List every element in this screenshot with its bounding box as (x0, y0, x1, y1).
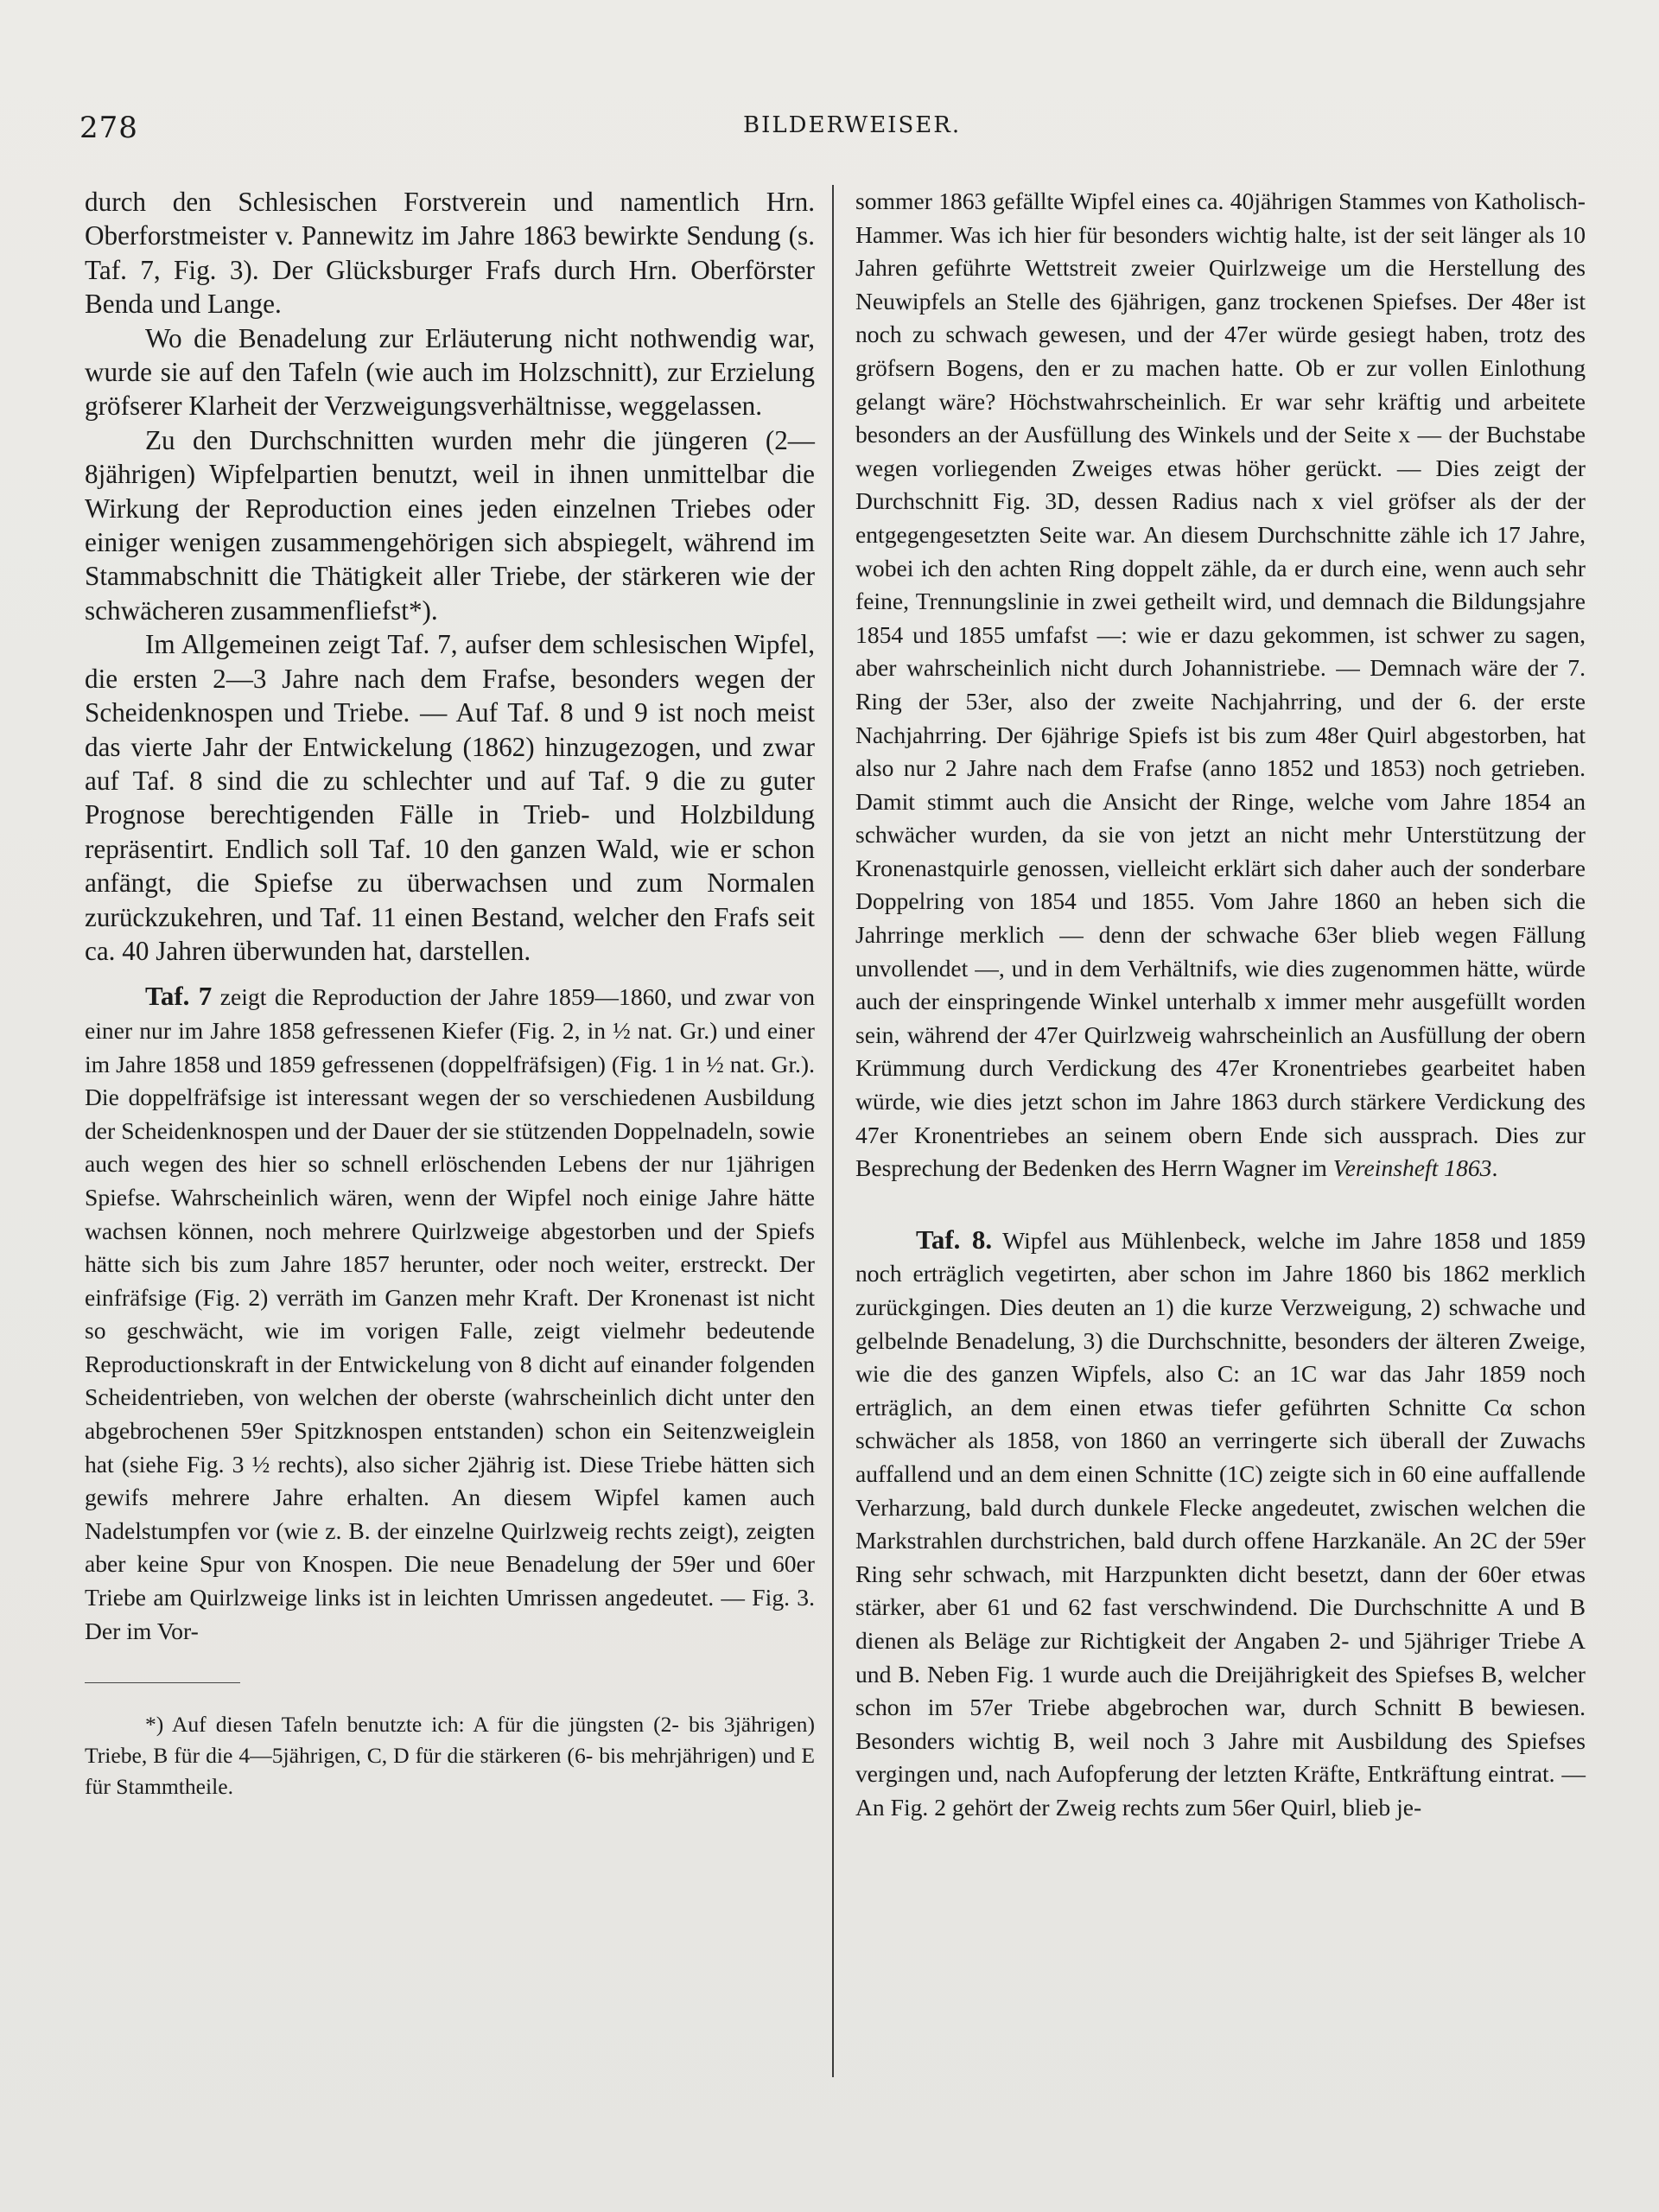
citation-period: . (1491, 1154, 1498, 1182)
paragraph-gap (855, 1185, 1586, 1224)
paragraph-benadelung: Wo die Benadelung zur Erläuterung nicht nothwendig war, wurde sie auf den Tafeln (wie auch im Holzschnitt), zur Erzielung gröfserer Klarheit der Verzweigungsverhältnisse, weggelassen. (85, 322, 815, 422)
paragraph-sendung: durch den Schlesischen Forstverein und namentlich Hrn. Oberforstmeister v. Pannewitz im Jahre 1863 bewirkte Sendung (s. Taf. 7, Fig. 3). Der Glücksburger Frafs durch Hrn. Oberförster Benda und Lange. (85, 187, 815, 320)
footnote: *) Auf diesen Tafeln benutzte ich: A für die jüngsten (2- bis 3jährigen) Triebe, B für die 4—5jährigen, C, D für die stärkeren (6- bis mehrjährigen) und E für Stammtheile. (85, 1712, 815, 1800)
column-divider (832, 185, 834, 2077)
left-column (85, 185, 815, 1802)
footnote-rule (85, 1682, 240, 1683)
paragraph-taf-8 (855, 1224, 1586, 1825)
taf-8-text: Wipfel aus Mühlenbeck, welche im Jahre 1858 und 1859 noch erträglich vegetirten, aber schon im Jahre 1860 bis 1862 merklich zurückgingen. Dies deuten an 1) die kurze Verzweigung, 2) schwache und gelbelnde Benadelung, 3) die Durchschnitte, besonders der älteren Zweige, wie die des ganzen Wipfels, also C: an 1C war das Jahr 1859 noch erträglich, an dem einen etwas tiefer geführten Schnitte Cα schon schwächer als 1858, von 1860 an verringerte sich überall der Zuwachs auffallend und an dem einen Schnitte (1C) zeigte sich in 60 eine auffallende Verharzung, bald durch dunkele Flecke angedeutet, zwischen welchen die Markstrahlen durchstrichen, bald durch offene Harzkanäle. An 2C der 59er Ring sehr schwach, mit Harzpunkten dicht besetzt, dann der 60er etwas stärker, aber 61 und 62 fast verschwindend. Die Durchschnitte A und B dienen als Beläge zur Richtigkeit der Angaben 2- und 5jähriger Triebe A und B. Neben Fig. 1 wurde auch die Dreijährigkeit des Spiefses B, welcher schon im 57er Triebe abgebrochen war, durch Schnitt B bewiesen. Besonders wichtig B, weil noch 3 Jahre mit Ausbildung des Spiefses vergingen und, nach Aufopferung der letzten Kräfte, Entkräftung eintrat. — An Fig. 2 gehört der Zweig rechts zum 56er Quirl, blieb je- (855, 1226, 1586, 1821)
taf-7-continued-text: sommer 1863 gefällte Wipfel eines ca. 40jährigen Stammes von Katholisch-Hammer. Was ich hier für besonders wichtig halte, ist der seit länger als 10 Jahren geführte Wettstreit zweier Quirlzweige um die Herstellung des Neuwipfels an Stelle des 6jährigen, ganz trockenen Spiefses. Der 48er ist noch zu schwach gewesen, und der 47er würde gesiegt haben, trotz des gröfsern Bogens, den er zu machen hatte. Ob er zur vollen Einlothung gelangt wäre? Höchstwahrscheinlich. Er war sehr kräftig und arbeitete besonders an der Ausfüllung des Winkels und der Seite x — der Buchstabe wegen vorliegenden Zweiges etwas höher gerückt. — Dies zeigt der Durchschnitt Fig. 3D, dessen Radius nach x viel gröfser als der der entgegengesetzten Seite war. An diesem Durchschnitte zähle ich 17 Jahre, wobei ich den achten Ring doppelt zähle, da er durch eine, wenn auch sehr feine, Trennungslinie in zwei getheilt wird, und demnach die Bildungsjahre 1854 und 1855 umfafst —: wie er dazu gekommen, ist schwer zu sagen, aber wahrscheinlich nicht durch Johannistriebe. — Demnach wäre der 7. Ring der 53er, also der zweite Nachjahrring, und der 6. der erste Nachjahrring. Der 6jährige Spiefs ist bis zum 48er Quirl abgestorben, hat also nur 2 Jahre nach dem Frafse (anno 1852 und 1853) noch getrieben. Damit stimmt auch die Ansicht der Ringe, welche vom Jahre 1854 an schwächer wurden, da sie von jetzt an nicht mehr Unterstützung der Kronenastquirle genossen, vielleicht erklärt sich daher auch der sonderbare Doppelring von 1854 und 1855. Vom Jahre 1860 an heben sich die Jahrringe merklich — denn der schwache 63er blieb wegen Fällung unvollendet —, und in dem Verhältnifs, wie dies zugenommen hätte, würde auch der einspringende Winkel unterhalb x immer mehr ausgefüllt worden sein, während der 47er Quirlzweig wahrscheinlich an Ausfüllung der obern Krümmung durch Verdickung des 47er Kronentriebes gearbeitet haben würde, wie dies jetzt schon im Jahre 1863 durch stärkere Verdickung des 47er Kronentriebes an seinem obern Ende sich aussprach. Dies zur Besprechung der Bedenken des Herrn Wagner im (855, 188, 1586, 1182)
taf-7-label: Taf. 7 (145, 981, 213, 1012)
vereinsheft-citation: Vereinsheft 1863 (1332, 1154, 1492, 1182)
page-number: 278 (79, 111, 138, 145)
paragraph-allgemeinen: Im Allgemeinen zeigt Taf. 7, aufser dem schlesischen Wipfel, die ersten 2—3 Jahre nach dem Frafse, besonders wegen der Scheidenknospen und Triebe. — Auf Taf. 8 und 9 ist noch meist das vierte Jahr der Entwickelung (1862) hinzugezogen, und zwar auf Taf. 8 sind die zu schlechter und auf Taf. 9 die zu guter Prognose berechtigenden Fälle in Trieb- und Holzbildung repräsentirt. Endlich soll Taf. 10 den ganzen Wald, wie er schon anfängt, die Spiefse zu überwachsen und zum Normalen zurückzukehren, und Taf. 11 einen Bestand, welcher den Frafs seit ca. 40 Jahren überwunden hat, darstellen. (85, 629, 815, 966)
taf-8-label: Taf. 8. (916, 1224, 993, 1255)
paragraph-durchschnitte: Zu den Durchschnitten wurden mehr die jüngeren (2—8jährigen) Wipfelpartien benutzt, weil in ihnen unmittelbar die Wirkung der Reproduction eines jeden einzelnen Triebes oder einiger wenigen zusammengehörigen sich abspiegelt, während im Stammabschnitt die Thätigkeit aller Triebe, der stärkeren wie der schwächeren zusammenfliefst*). (85, 424, 815, 626)
paragraph-taf-7 (85, 980, 815, 1648)
running-head: BILDERWEISER. (743, 112, 962, 138)
right-column (855, 185, 1586, 1825)
taf-7-text: zeigt die Reproduction der Jahre 1859—1860, und zwar von einer nur im Jahre 1858 gefressenen Kiefer (Fig. 2, in ½ nat. Gr.) und einer im Jahre 1858 und 1859 gefressenen (doppelfräfsigen) (Fig. 1 in ½ nat. Gr.). Die doppelfräfsige ist interessant wegen der so verschiedenen Ausbildung der Scheidenknospen und der Dauer der sie stützenden Doppelnadeln, sowie auch wegen des hier so schnell erlöschenden Lebens der nur 1jährigen Spiefse. Wahrscheinlich wären, wenn der Wipfel noch einige Jahre hätte wachsen können, noch mehrere Quirlzweige abgestorben und der Spiefs hätte sich bis zum Jahre 1857 herunter, oder noch weiter, erstreckt. Der einfräfsige (Fig. 2) verräth im Ganzen mehr Kraft. Der Kronenast ist nicht so geschwächt, wie im vorigen Falle, zeigt vielmehr bedeutende Reproductionskraft in der Entwickelung von 8 dicht auf einander folgenden Scheidentrieben, von welchen der oberste (wahrscheinlich dicht unter den abgebrochenen 59er Spitzknospen entstanden) schon ein Seitenzweiglein hat (siehe Fig. 3 ½ rechts), also sicher 2jährig ist. Diese Triebe hätten sich gewifs mehrere Jahre erhalten. An diesem Wipfel kamen auch Nadelstumpfen vor (wie z. B. der einzelne Quirlzweig rechts zeigt), zeigten aber keine Spur von Knospen. Die neue Benadelung der 59er und 60er Triebe am Quirlzweige links ist in leichten Umrissen angedeutet. — Fig. 3. Der im Vor- (85, 983, 816, 1644)
paragraph-taf-7-continued (855, 185, 1586, 1185)
